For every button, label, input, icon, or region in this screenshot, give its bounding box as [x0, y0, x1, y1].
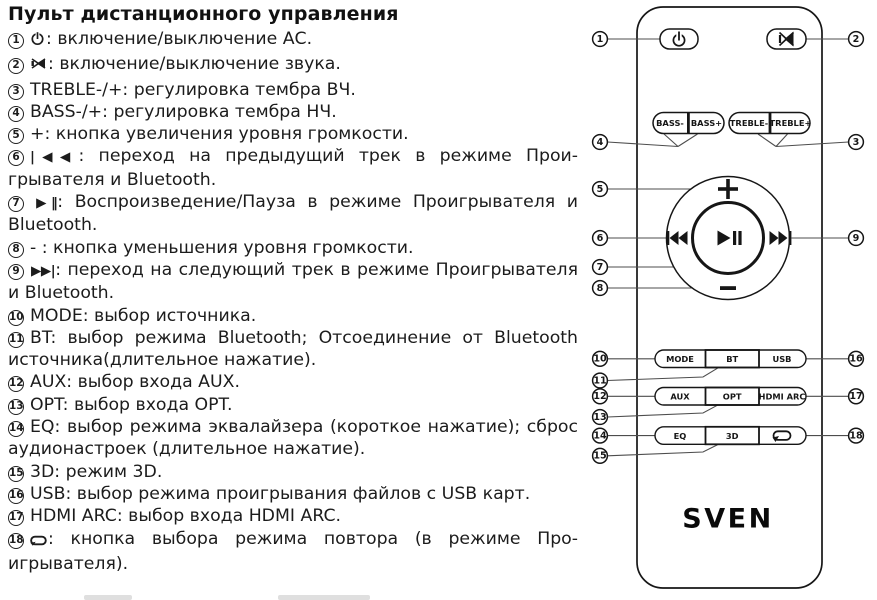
- item-number-badge: 8: [8, 242, 24, 258]
- svg-text:9: 9: [852, 232, 860, 244]
- item-text: +: кнопка увеличения уровня громкости.: [30, 124, 409, 145]
- item-number-badge: 18: [8, 533, 24, 549]
- list-item: [8, 305, 578, 327]
- item-number-badge: 13: [8, 399, 24, 415]
- treble-button-group: [729, 113, 812, 134]
- volume-down-icon: [720, 286, 736, 290]
- item-number-badge: 15: [8, 466, 24, 482]
- item-text: USB: выбор режима проигрывания файлов с USB карт.: [30, 483, 531, 504]
- item-text: OPT: выбор входа OPT.: [30, 394, 233, 415]
- eq-3d-repeat-row: [655, 427, 806, 445]
- svg-text:18: 18: [849, 430, 863, 442]
- item-text: - : кнопка уменьшения уровня громкости.: [30, 237, 414, 258]
- callout-9: [849, 231, 864, 246]
- svg-text:16: 16: [849, 353, 863, 365]
- svg-text:11: 11: [593, 375, 607, 387]
- list-item: [8, 53, 578, 78]
- callout-8: [593, 281, 608, 296]
- list-item: [8, 416, 578, 461]
- item-number-badge: 7: [8, 196, 24, 212]
- list-item: [8, 191, 578, 237]
- treble-plus-button: TREBLE+: [769, 118, 812, 128]
- list-item: [8, 483, 578, 505]
- svg-text:8: 8: [596, 282, 604, 294]
- item-text: : переход на следующий трек в режиме Проигрывателя и Bluetooth.: [8, 259, 578, 304]
- bt-button: BT: [726, 354, 739, 364]
- list-item: [8, 123, 578, 145]
- callout-13: [593, 410, 608, 425]
- prev-icon: |◀◀: [30, 149, 78, 166]
- mode-button: MODE: [666, 354, 694, 364]
- bass-button-group: [653, 113, 724, 134]
- list-item: [8, 505, 578, 527]
- item-number-badge: 10: [8, 310, 24, 326]
- callout-7: [593, 260, 608, 275]
- item-text: : включение/выключение звука.: [48, 54, 341, 75]
- loop-icon: [30, 531, 47, 553]
- bass-plus-button: BASS+: [690, 118, 723, 128]
- svg-text:10: 10: [593, 353, 607, 365]
- svg-text:4: 4: [596, 136, 604, 148]
- item-text: HDMI ARC: выбор входа HDMI ARC.: [30, 506, 342, 527]
- playpause-icon: ▶‖: [30, 195, 57, 212]
- svg-text:13: 13: [593, 411, 607, 423]
- page-title: Пульт дистанционного управления: [8, 3, 399, 25]
- item-number-badge: 4: [8, 106, 24, 122]
- callout-5: [593, 182, 608, 197]
- eq-button: EQ: [673, 430, 687, 441]
- callout-17: [849, 389, 864, 404]
- item-text: : кнопка выбора режима повтора (в режиме Проигрывателя).: [8, 528, 578, 574]
- mute-button: [767, 29, 806, 49]
- callout-12: [593, 389, 608, 404]
- playback-pad: [667, 177, 792, 300]
- hdmi-arc-button: HDMI ARC: [758, 391, 806, 402]
- svg-text:12: 12: [593, 391, 607, 403]
- item-text: BT: выбор режима Bluetooth; Отсоединение от Bluetooth источника(длительное нажатие).: [8, 327, 578, 371]
- cropped-print-artifact: [84, 595, 132, 600]
- svg-text:1: 1: [596, 33, 604, 45]
- list-item: [8, 28, 578, 53]
- item-number-badge: 16: [8, 488, 24, 504]
- list-item: [8, 327, 578, 372]
- item-number-badge: 6: [8, 150, 24, 166]
- callout-10: [593, 351, 608, 366]
- next-icon: ▶▶|: [30, 262, 55, 279]
- item-list: [8, 28, 578, 575]
- instruction-text-block: [8, 3, 578, 575]
- item-number-badge: 17: [8, 510, 24, 526]
- callout-2: [849, 32, 864, 47]
- list-item: [8, 259, 578, 305]
- item-number-badge: 2: [8, 58, 24, 74]
- list-item: [8, 101, 578, 123]
- power-icon: [30, 31, 45, 53]
- 3d-button: 3D: [725, 430, 739, 441]
- item-text: AUX: выбор входа AUX.: [30, 372, 240, 393]
- svg-text:15: 15: [593, 450, 607, 462]
- item-text: : Воспроизведение/Пауза в режиме Проигрывателя и Bluetooth.: [8, 192, 578, 236]
- cropped-print-artifact: [278, 595, 370, 600]
- callout-4: [593, 135, 608, 150]
- item-text: BASS-/+: регулировка тембра НЧ.: [30, 101, 337, 122]
- item-text: : включение/выключение АС.: [46, 29, 313, 49]
- item-text: EQ: выбор режима эквалайзера (короткое нажатие); сброс аудионастроек (длительное нажатие).: [8, 417, 578, 460]
- callout-15: [593, 448, 608, 463]
- list-item: [8, 145, 578, 191]
- svg-text:3: 3: [852, 136, 860, 148]
- item-text: 3D: режим 3D.: [30, 461, 163, 482]
- item-number-badge: 11: [8, 332, 24, 348]
- list-item: [8, 461, 578, 483]
- callout-3: [849, 135, 864, 150]
- list-item: [8, 528, 578, 576]
- callout-16: [849, 351, 864, 366]
- svg-text:5: 5: [596, 183, 604, 195]
- bass-minus-button: BASS-: [656, 118, 684, 128]
- list-item: [8, 79, 578, 101]
- list-item: [8, 394, 578, 416]
- item-text: : переход на предыдущий трек в режиме Проигрывателя и Bluetooth.: [8, 146, 578, 190]
- aux-opt-hdmi-row: [655, 388, 806, 406]
- item-text: MODE: выбор источника.: [30, 305, 257, 326]
- callout-11: [593, 373, 608, 388]
- callout-14: [593, 428, 608, 443]
- opt-button: OPT: [722, 391, 742, 402]
- item-number-badge: 1: [8, 33, 24, 49]
- sven-logo: SVEN: [682, 503, 774, 535]
- item-number-badge: 3: [8, 84, 24, 100]
- svg-text:7: 7: [596, 261, 604, 273]
- remote-diagram: [560, 0, 877, 600]
- svg-text:14: 14: [593, 430, 607, 442]
- power-button: [660, 29, 698, 49]
- item-number-badge: 12: [8, 376, 24, 392]
- item-number-badge: 5: [8, 128, 24, 144]
- callout-1: [593, 32, 608, 47]
- svg-text:17: 17: [849, 391, 863, 403]
- mode-bt-usb-row: [655, 350, 806, 368]
- item-text: TREBLE-/+: регулировка тембра ВЧ.: [30, 79, 356, 100]
- svg-text:6: 6: [596, 232, 604, 244]
- svg-text:2: 2: [852, 33, 860, 45]
- aux-button: AUX: [670, 391, 690, 402]
- callout-18: [849, 428, 864, 443]
- treble-minus-button: TREBLE-: [729, 118, 769, 128]
- list-item: [8, 371, 578, 393]
- item-number-badge: 14: [8, 421, 24, 437]
- item-number-badge: 9: [8, 264, 24, 280]
- callout-6: [593, 231, 608, 246]
- mute-icon: [30, 56, 47, 78]
- usb-button: USB: [772, 354, 792, 364]
- list-item: [8, 237, 578, 259]
